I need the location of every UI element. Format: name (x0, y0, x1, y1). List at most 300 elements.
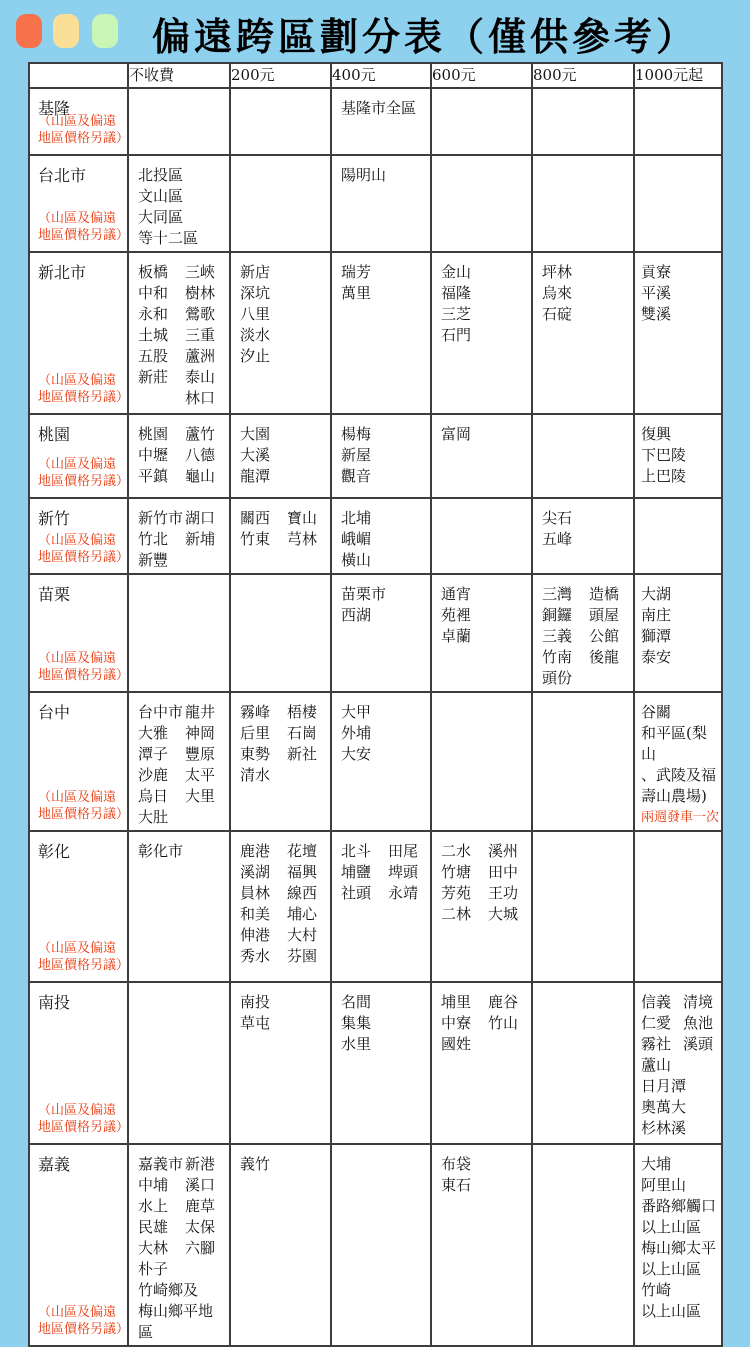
cell-line (341, 584, 428, 605)
area-item: 觀音 (341, 467, 372, 485)
area-cell (128, 831, 230, 982)
region-row (29, 155, 722, 252)
region-row (29, 831, 722, 982)
cell-line (240, 992, 328, 1013)
cell-line (641, 702, 719, 723)
area-item: 仁愛 (641, 1014, 672, 1032)
area-item: 布袋 (441, 1155, 472, 1173)
area-cell (128, 252, 230, 414)
table-body (29, 88, 722, 1346)
area-item: 瑞芳 (341, 263, 372, 281)
cell-line (542, 668, 631, 689)
header-cell: 不收費 (128, 63, 230, 88)
cell-line (138, 508, 227, 529)
area-item: 西湖 (341, 606, 372, 624)
area-cell (634, 414, 722, 498)
cell-line (240, 325, 328, 346)
area-item: 泰安 (641, 648, 672, 666)
area-item: 新港 (185, 1155, 216, 1173)
region-name: 新北市 (38, 263, 87, 282)
cell-line (240, 1154, 328, 1175)
cell-line (542, 508, 631, 529)
region-note: （山區及偏遠地區價格另議） (38, 457, 130, 489)
cell-line (341, 262, 428, 283)
area-item: 線西 (287, 884, 318, 902)
cell-line (138, 186, 227, 207)
cell-line (542, 626, 631, 647)
area-item: 中壢 (138, 446, 169, 464)
region-note: （山區及偏遠地區價格另議） (38, 941, 130, 973)
area-item: 竹塘 (441, 863, 472, 881)
area-cell (230, 574, 331, 692)
region-row (29, 982, 722, 1144)
area-item: 以上山區 (641, 1218, 702, 1236)
area-item: 五峰 (542, 530, 573, 548)
area-item: 造橋 (589, 585, 620, 603)
area-item: 太平 (185, 766, 216, 784)
region-row (29, 414, 722, 498)
area-item: 頭份 (542, 669, 573, 687)
area-cell (634, 574, 722, 692)
area-item (138, 388, 185, 409)
area-cell (431, 88, 532, 155)
area-item: 福興 (287, 863, 318, 881)
area-cell (431, 414, 532, 498)
area-item: 水里 (341, 1035, 372, 1053)
cell-line (341, 424, 428, 445)
area-item: 富岡 (441, 425, 472, 443)
cell-line (641, 807, 719, 828)
region-row (29, 574, 722, 692)
region-label-cell (29, 498, 128, 574)
area-cell (331, 252, 431, 414)
area-item: 阿里山 (641, 1176, 687, 1194)
region-label-cell (29, 831, 128, 982)
cell-line (341, 723, 428, 744)
area-cell (128, 692, 230, 831)
cell-line (641, 1154, 719, 1175)
area-item: 等十二區 (138, 229, 199, 247)
area-item: 中寮 (441, 1014, 472, 1032)
area-item: 烏日 (138, 787, 169, 805)
area-cell (634, 692, 722, 831)
area-item: 八德 (185, 446, 216, 464)
area-item: 苗栗市 (341, 585, 387, 603)
cell-line (441, 1034, 529, 1055)
area-item: 草屯 (240, 1014, 271, 1032)
cell-line (542, 283, 631, 304)
area-item: 五股 (138, 347, 169, 365)
area-item: 芳苑 (441, 884, 472, 902)
area-item: 神岡 (185, 724, 216, 742)
area-item: 龜山 (185, 467, 216, 485)
cell-line (138, 1196, 227, 1217)
area-item: 淡水 (240, 326, 271, 344)
area-item: 大埔 (641, 1155, 672, 1173)
cell-line (641, 1118, 719, 1139)
area-cell (634, 252, 722, 414)
cell-line (441, 325, 529, 346)
cell-line (542, 647, 631, 668)
area-item: 永靖 (388, 884, 419, 902)
area-cell (230, 155, 331, 252)
cell-line (240, 702, 328, 723)
area-cell (331, 414, 431, 498)
area-item: 基隆市全區 (341, 99, 417, 117)
area-item: 水上 (138, 1197, 169, 1215)
region-name: 嘉義 (38, 1155, 71, 1174)
area-item: 新店 (240, 263, 271, 281)
area-item: 桃園 (138, 425, 169, 443)
area-item: 大溪 (240, 446, 271, 464)
area-cell (634, 498, 722, 574)
area-item: 奧萬大 (641, 1098, 687, 1116)
cell-line (138, 1175, 227, 1196)
area-item: 大園 (240, 425, 271, 443)
area-item: 集集 (341, 1014, 372, 1032)
cell-line (240, 304, 328, 325)
area-cell (431, 982, 532, 1144)
cell-line (240, 841, 328, 862)
area-item: 溪口 (185, 1176, 216, 1194)
cell-line (641, 626, 719, 647)
area-cell (532, 574, 634, 692)
area-item: 復興 (641, 425, 672, 443)
cell-line (138, 367, 227, 388)
decor-dot-green (92, 14, 118, 48)
area-item: 沙鹿 (138, 766, 169, 784)
area-cell (128, 414, 230, 498)
area-item: 湖口 (185, 509, 216, 527)
area-item: 南投 (240, 993, 271, 1011)
area-item: 芬園 (287, 947, 318, 965)
area-item: 陽明山 (341, 166, 387, 184)
area-item: 三義 (542, 627, 573, 645)
cell-line (138, 841, 227, 862)
area-item: 以上山區 (641, 1260, 702, 1278)
cell-line (441, 304, 529, 325)
cell-line (641, 466, 719, 487)
area-item: 平鎮 (138, 467, 169, 485)
area-item: 新埔 (185, 530, 216, 548)
area-cell (331, 498, 431, 574)
area-cell (532, 252, 634, 414)
area-cell (431, 574, 532, 692)
cell-line (240, 723, 328, 744)
cell-line (138, 1280, 227, 1301)
cell-line (641, 1238, 719, 1259)
cell-line (341, 841, 428, 862)
cell-line (441, 1013, 529, 1034)
area-item: 伸港 (240, 926, 271, 944)
cell-line (641, 1196, 719, 1217)
area-item: 後龍 (589, 648, 620, 666)
area-cell (331, 574, 431, 692)
area-item: 嘉義市 (138, 1155, 184, 1173)
region-name: 台北市 (38, 166, 87, 185)
cell-line (441, 626, 529, 647)
fee-table (28, 62, 723, 1347)
area-cell (331, 88, 431, 155)
cell-line (240, 765, 328, 786)
area-cell (532, 1144, 634, 1346)
area-item: 彰化市 (138, 842, 184, 860)
area-item: 竹山 (488, 1014, 519, 1032)
area-item: 石碇 (542, 305, 573, 323)
cell-line (641, 1097, 719, 1118)
area-item: 潭子 (138, 745, 169, 763)
area-item: 板橋 (138, 263, 169, 281)
cell-line (138, 424, 227, 445)
cell-line (441, 262, 529, 283)
area-cell (431, 252, 532, 414)
area-item: 鹿谷 (488, 993, 519, 1011)
area-item: 寶山 (287, 509, 318, 527)
cell-line (542, 262, 631, 283)
cell-line (341, 862, 428, 883)
area-item: 大甲 (341, 703, 372, 721)
area-item: 太保 (185, 1218, 216, 1236)
area-item: 芎林 (287, 530, 318, 548)
area-item: 龍潭 (240, 467, 271, 485)
cell-line (341, 529, 428, 550)
area-item: 鹿草 (185, 1197, 216, 1215)
area-item: 、武陵及福 (641, 766, 717, 784)
area-item: 中和 (138, 284, 169, 302)
cell-line (341, 1034, 428, 1055)
area-item: 三重 (185, 326, 216, 344)
area-item: 谷關 (641, 703, 672, 721)
cell-line (138, 550, 227, 571)
area-cell (331, 831, 431, 982)
cell-line (641, 1055, 719, 1076)
cell-line (341, 445, 428, 466)
area-item: 日月潭 (641, 1077, 687, 1095)
area-item: 鶯歌 (185, 305, 216, 323)
area-item: 埔鹽 (341, 863, 372, 881)
area-item: 北投區 (138, 166, 184, 184)
cell-line (240, 946, 328, 967)
decor-dot-orange (16, 14, 42, 48)
area-item: 下巴陵 (641, 446, 687, 464)
area-item: 番路鄉觸口 (641, 1197, 717, 1215)
area-item: 溪湖 (240, 863, 271, 881)
cell-line (138, 1217, 227, 1238)
cell-line (240, 862, 328, 883)
region-note: （山區及偏遠地區價格另議） (38, 533, 130, 565)
area-cell (532, 155, 634, 252)
region-note: （山區及偏遠地區價格另議） (38, 1103, 130, 1135)
cell-line (341, 744, 428, 765)
cell-line (542, 584, 631, 605)
cell-line (240, 1013, 328, 1034)
region-name: 台中 (38, 703, 71, 722)
cell-line (138, 807, 227, 828)
cell-line (240, 883, 328, 904)
header-cell: 200元 (230, 63, 331, 88)
area-item: 蘆竹 (185, 425, 216, 443)
region-name: 南投 (38, 993, 71, 1012)
area-item: 泰山 (185, 368, 216, 386)
area-item: 峨嵋 (341, 530, 372, 548)
area-item: 大城 (488, 905, 519, 923)
area-cell (431, 831, 532, 982)
region-name: 彰化 (38, 842, 71, 861)
cell-line (441, 1175, 529, 1196)
cell-line (138, 304, 227, 325)
area-item: 文山區 (138, 187, 184, 205)
area-item: 北斗 (341, 842, 372, 860)
region-row (29, 498, 722, 574)
area-item: 名間 (341, 993, 372, 1011)
area-item: 深坑 (240, 284, 271, 302)
cell-line (240, 529, 328, 550)
area-cell (431, 1144, 532, 1346)
header-cell-empty (29, 63, 128, 88)
area-item: 新莊 (138, 368, 169, 386)
area-item: 八里 (240, 305, 271, 323)
region-note: （山區及偏遠地區價格另議） (38, 114, 130, 146)
area-item: 新社 (287, 745, 318, 763)
area-item: 通宵 (441, 585, 472, 603)
area-item: 竹崎 (641, 1281, 672, 1299)
area-item: 清境 (683, 993, 714, 1011)
cell-line (138, 283, 227, 304)
cell-line (341, 1013, 428, 1034)
area-cell (634, 1144, 722, 1346)
cell-line (641, 304, 719, 325)
cell-line (441, 841, 529, 862)
area-item: 卓蘭 (441, 627, 472, 645)
cell-line (341, 98, 428, 119)
cell-line (138, 1154, 227, 1175)
area-item: 和平區(梨山 (641, 724, 707, 763)
region-label-cell (29, 692, 128, 831)
cell-line (341, 992, 428, 1013)
region-label-cell (29, 252, 128, 414)
area-cell (532, 831, 634, 982)
cell-line (138, 445, 227, 466)
area-item: 大肚 (138, 808, 169, 826)
area-item: 蘆洲 (185, 347, 216, 365)
cell-line (240, 283, 328, 304)
area-item: 大林 (138, 1239, 169, 1257)
area-item: 王功 (488, 884, 519, 902)
area-item: 烏來 (542, 284, 573, 302)
area-item: 林口 (185, 389, 216, 407)
area-cell (230, 414, 331, 498)
area-item: 新豐 (138, 551, 169, 569)
area-item: 六腳 (185, 1239, 216, 1257)
cell-line (138, 744, 227, 765)
area-item: 大同區 (138, 208, 184, 226)
cell-line (138, 765, 227, 786)
area-item: 二林 (441, 905, 472, 923)
region-label-cell (29, 88, 128, 155)
cell-line (240, 508, 328, 529)
region-label-cell (29, 574, 128, 692)
decor-dot-yellow (53, 14, 79, 48)
area-cell (128, 1144, 230, 1346)
cell-line (138, 325, 227, 346)
area-item: 北埔 (341, 509, 372, 527)
cell-line (641, 1280, 719, 1301)
area-cell (431, 155, 532, 252)
header-cell: 600元 (431, 63, 532, 88)
region-note: （山區及偏遠地區價格另議） (38, 1305, 130, 1337)
cell-line (441, 862, 529, 883)
cell-line (641, 584, 719, 605)
region-label-cell (29, 982, 128, 1144)
area-item: 義竹 (240, 1155, 271, 1173)
area-item: 清水 (240, 766, 271, 784)
area-item: 外埔 (341, 724, 372, 742)
area-item: 三灣 (542, 585, 573, 603)
area-item: 田中 (488, 863, 519, 881)
area-item: 貢寮 (641, 263, 672, 281)
cell-line (641, 992, 719, 1013)
area-item: 土城 (138, 326, 169, 344)
area-item: 埔里 (441, 993, 472, 1011)
cell-line (441, 1154, 529, 1175)
area-item: 后里 (240, 724, 271, 742)
area-cell (431, 498, 532, 574)
area-item: 朴子 (138, 1260, 169, 1278)
cell-line (138, 388, 227, 409)
cell-line (641, 647, 719, 668)
region-row (29, 88, 722, 155)
area-item: 大村 (287, 926, 318, 944)
area-item: 苑裡 (441, 606, 472, 624)
area-item: 花壇 (287, 842, 318, 860)
area-item: 壽山農場) (641, 787, 707, 805)
area-cell (431, 692, 532, 831)
cell-line (542, 605, 631, 626)
area-item: 梅山鄉太平 (641, 1239, 717, 1257)
cell-line (641, 445, 719, 466)
area-item: 豐原 (185, 745, 216, 763)
header-cell: 800元 (532, 63, 634, 88)
area-item: 民雄 (138, 1218, 169, 1236)
area-item: 楊梅 (341, 425, 372, 443)
cell-line (240, 424, 328, 445)
region-row (29, 692, 722, 831)
area-item: 鹿港 (240, 842, 271, 860)
cell-line (341, 283, 428, 304)
area-item: 樹林 (185, 284, 216, 302)
cell-line (641, 1034, 719, 1055)
cell-line (341, 466, 428, 487)
area-item: 萬里 (341, 284, 372, 302)
area-item: 龍井 (185, 703, 216, 721)
area-item: 坪林 (542, 263, 573, 281)
region-note: （山區及偏遠地區價格另議） (38, 790, 130, 822)
area-cell (532, 982, 634, 1144)
area-item: 金山 (441, 263, 472, 281)
area-item: 汐止 (240, 347, 271, 365)
cell-line (641, 1013, 719, 1034)
region-note: （山區及偏遠地區價格另議） (38, 373, 130, 405)
cell-line (138, 346, 227, 367)
cell-line (138, 1259, 227, 1280)
area-item: 南庄 (641, 606, 672, 624)
area-item: 二水 (441, 842, 472, 860)
cell-line (641, 1217, 719, 1238)
area-item: 埤頭 (388, 863, 419, 881)
area-item: 大湖 (641, 585, 672, 603)
header-cell: 400元 (331, 63, 431, 88)
area-item: 平溪 (641, 284, 672, 302)
